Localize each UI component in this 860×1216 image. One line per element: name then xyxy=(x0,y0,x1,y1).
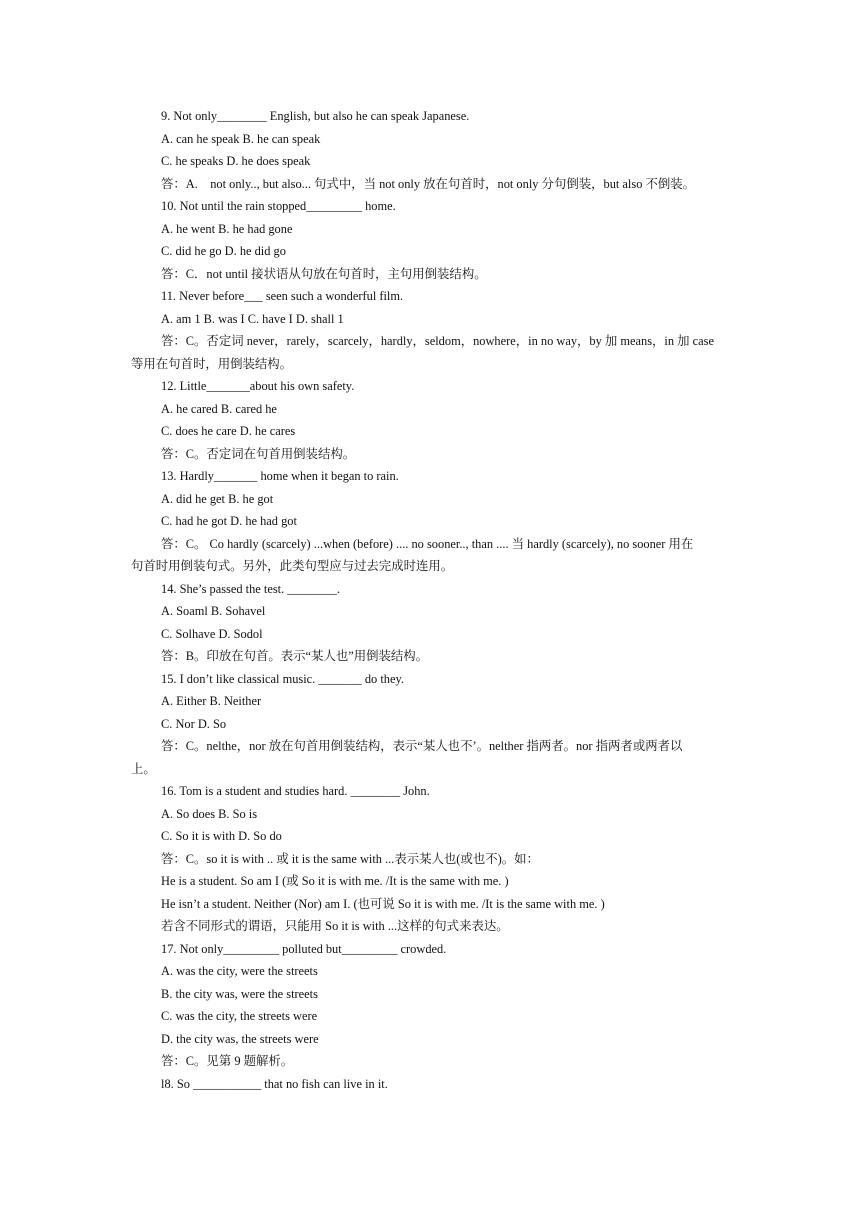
question-15-options-ab: A. Either B. Neither xyxy=(161,694,262,708)
question-17-text: 17. Not only_________ polluted but_________ crowded. xyxy=(161,942,447,956)
question-12-answer: 答：C。否定词在句首用倒装结构。 xyxy=(161,447,356,461)
question-9-answer: 答：A. not only.., but also... 句式中，当 not only 放在句首时，not only 分句倒装，but also 不倒装。 xyxy=(161,177,696,191)
question-15-answer-continued: 上。 xyxy=(131,762,156,776)
question-11-answer: 答：C。否定词 never，rarely，scarcely，hardly，seldom，nowhere，in no way，by 加 means，in 加 case xyxy=(161,334,714,348)
question-15-text: 15. I don’t like classical music. _______ do they. xyxy=(161,672,404,686)
question-10-text: 10. Not until the rain stopped_________ home. xyxy=(161,199,396,213)
question-16-text: 16. Tom is a student and studies hard. ________ John. xyxy=(161,784,430,798)
question-17-answer: 答：C。见第 9 题解析。 xyxy=(161,1054,294,1068)
question-15-options-cd: C. Nor D. So xyxy=(161,717,227,731)
question-14-text: 14. She’s passed the test. ________. xyxy=(161,582,340,596)
question-16-example-2: He isn’t a student. Neither (Nor) am I. (也可说 So it is with me. /It is the same with me. ) xyxy=(161,897,605,911)
question-15-answer: 答：C。nelthe，nor 放在句首用倒装结构，表示“某人也不’。nelther 指两者。nor 指两者或两者以 xyxy=(161,739,683,753)
question-9-text: 9. Not only________ English, but also he can speak Japanese. xyxy=(161,109,470,123)
question-16-example-1: He is a student. So am I (或 So it is with me. /It is the same with me. ) xyxy=(161,874,509,888)
question-14-options-cd: C. Solhave D. Sodol xyxy=(161,627,263,641)
question-13-answer: 答：C。 Co hardly (scarcely) ...when (before) .... no sooner.., than .... 当 hardly (scarcely), no sooner 用在 xyxy=(161,537,694,551)
question-13-text: 13. Hardly_______ home when it began to rain. xyxy=(161,469,399,483)
question-14-options-ab: A. Soaml B. Sohavel xyxy=(161,604,266,618)
question-11-text: 11. Never before___ seen such a wonderful film. xyxy=(161,289,404,303)
question-14-answer: 答：B。印放在句首。表示“某人也”用倒装结构。 xyxy=(161,649,429,663)
question-17-option-b: B. the city was, were the streets xyxy=(161,987,318,1001)
question-18-text: l8. So ___________ that no fish can live in it. xyxy=(161,1077,388,1091)
question-11-options: A. am 1 B. was I C. have I D. shall 1 xyxy=(161,312,344,326)
question-10-answer: 答：C．not until 接状语从句放在句首时，主句用倒装结构。 xyxy=(161,267,487,281)
question-17-option-d: D. the city was, the streets were xyxy=(161,1032,319,1046)
question-9-options-cd: C. he speaks D. he does speak xyxy=(161,154,311,168)
question-10-options-ab: A. he went B. he had gone xyxy=(161,222,293,236)
question-12-options-ab: A. he cared B. cared he xyxy=(161,402,277,416)
question-11-answer-continued: 等用在句首时，用倒装结构。 xyxy=(131,357,293,371)
question-16-answer: 答：C。so it is with .. 或 it is the same with ...表示某人也(或也不)。如： xyxy=(161,852,539,866)
question-13-options-cd: C. had he got D. he had got xyxy=(161,514,297,528)
question-12-text: 12. Little_______about his own safety. xyxy=(161,379,355,393)
question-17-option-c: C. was the city, the streets were xyxy=(161,1009,318,1023)
question-16-options-ab: A. So does B. So is xyxy=(161,807,258,821)
question-12-options-cd: C. does he care D. he cares xyxy=(161,424,296,438)
question-16-options-cd: C. So it is with D. So do xyxy=(161,829,282,843)
question-13-answer-continued: 句首时用倒装句式。另外，此类句型应与过去完成时连用。 xyxy=(131,559,454,573)
question-16-note: 若含不同形式的谓语，只能用 So it is with ...这样的句式来表达。 xyxy=(161,919,509,933)
question-9-options-ab: A. can he speak B. he can speak xyxy=(161,132,321,146)
question-13-options-ab: A. did he get B. he got xyxy=(161,492,274,506)
question-10-options-cd: C. did he go D. he did go xyxy=(161,244,286,258)
question-17-option-a: A. was the city, were the streets xyxy=(161,964,318,978)
